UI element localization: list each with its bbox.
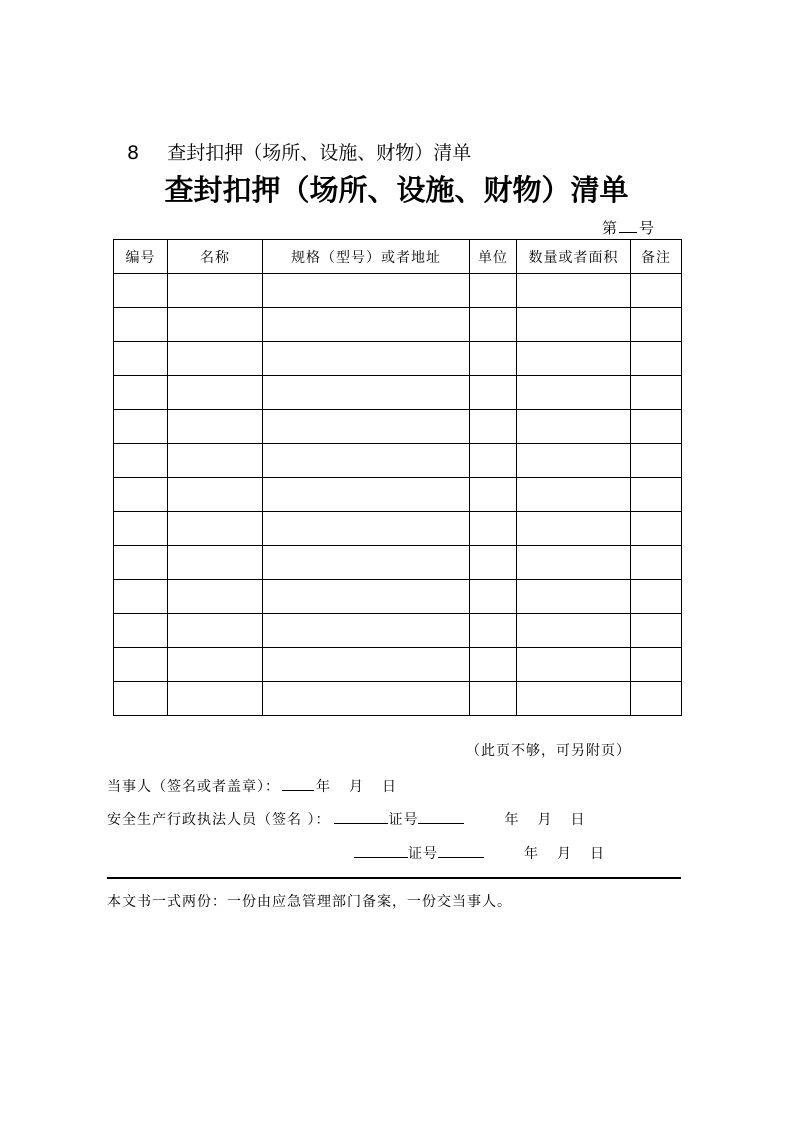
cell-unit[interactable] — [470, 648, 517, 682]
cell-unit[interactable] — [470, 580, 517, 614]
party-year: 年 — [316, 779, 331, 795]
table-row — [114, 308, 682, 342]
cell-spec[interactable] — [263, 546, 470, 580]
cell-number[interactable] — [114, 682, 168, 716]
officer2-signature-blank[interactable] — [354, 843, 408, 858]
party-month: 月 — [349, 779, 364, 795]
cell-unit[interactable] — [470, 682, 517, 716]
col-header-remark: 备注 — [631, 240, 682, 274]
officer-day: 日 — [570, 812, 586, 828]
cell-unit[interactable] — [470, 308, 517, 342]
footer-note: 本文书一式两份：一份由应急管理部门备案，一份交当事人。 — [107, 894, 512, 910]
cell-quantity[interactable] — [517, 444, 631, 478]
officer2-month: 月 — [557, 846, 572, 862]
officer-signature-line — [107, 809, 585, 829]
table-row — [114, 580, 682, 614]
cell-number[interactable] — [114, 478, 168, 512]
cell-spec[interactable] — [263, 444, 470, 478]
col-header-name: 名称 — [168, 240, 263, 274]
cell-number[interactable] — [114, 580, 168, 614]
table-row — [114, 614, 682, 648]
table-header-row — [114, 240, 682, 274]
cell-remark[interactable] — [631, 546, 682, 580]
cell-unit[interactable] — [470, 376, 517, 410]
table-row — [114, 546, 682, 580]
cell-spec[interactable] — [263, 478, 470, 512]
cell-name[interactable] — [168, 342, 263, 376]
cell-number[interactable] — [114, 546, 168, 580]
cell-spec[interactable] — [263, 512, 470, 546]
officer2-signature-line — [354, 843, 605, 863]
table-row — [114, 274, 682, 308]
cell-unit[interactable] — [470, 444, 517, 478]
cell-spec[interactable] — [263, 410, 470, 444]
cell-name[interactable] — [168, 580, 263, 614]
cell-number[interactable] — [114, 648, 168, 682]
cell-spec[interactable] — [263, 580, 470, 614]
cell-number[interactable] — [114, 342, 168, 376]
cell-unit[interactable] — [470, 614, 517, 648]
party-signature-line — [107, 776, 397, 796]
cell-number[interactable] — [114, 308, 168, 342]
doc-no-blank[interactable] — [619, 220, 637, 233]
document-title: 查封扣押（场所、设施、财物）清单 — [164, 173, 629, 207]
cell-quantity[interactable] — [517, 614, 631, 648]
officer-year: 年 — [504, 812, 520, 828]
cell-remark[interactable] — [631, 410, 682, 444]
officer-month: 月 — [537, 812, 553, 828]
cell-name[interactable] — [168, 512, 263, 546]
cell-name[interactable] — [168, 444, 263, 478]
table-row — [114, 444, 682, 478]
cell-spec[interactable] — [263, 342, 470, 376]
document-number — [602, 217, 654, 238]
cell-number[interactable] — [114, 614, 168, 648]
col-header-number: 编号 — [114, 240, 168, 274]
cell-name[interactable] — [168, 308, 263, 342]
col-header-spec: 规格（型号）或者地址 — [263, 240, 470, 274]
cell-quantity[interactable] — [517, 478, 631, 512]
officer-cert-label: 证号 — [388, 812, 419, 828]
cell-name[interactable] — [168, 648, 263, 682]
col-header-quantity: 数量或者面积 — [517, 240, 631, 274]
cell-remark[interactable] — [631, 512, 682, 546]
table-row — [114, 376, 682, 410]
table-row — [114, 682, 682, 716]
cell-number[interactable] — [114, 274, 168, 308]
cell-spec[interactable] — [263, 376, 470, 410]
cell-name[interactable] — [168, 410, 263, 444]
cell-unit[interactable] — [470, 274, 517, 308]
cell-number[interactable] — [114, 444, 168, 478]
table-row — [114, 478, 682, 512]
cell-spec[interactable] — [263, 308, 470, 342]
cell-remark[interactable] — [631, 274, 682, 308]
section-number: 8 — [127, 142, 140, 164]
table-row — [114, 648, 682, 682]
officer-label: 安全生产行政执法人员（签名 ）： — [107, 812, 331, 828]
cell-unit[interactable] — [470, 546, 517, 580]
cell-remark[interactable] — [631, 682, 682, 716]
officer2-cert-label: 证号 — [408, 846, 438, 862]
section-heading — [127, 138, 471, 165]
cell-quantity[interactable] — [517, 512, 631, 546]
cell-remark[interactable] — [631, 580, 682, 614]
officer-cert-blank[interactable] — [418, 809, 464, 824]
cell-unit[interactable] — [470, 478, 517, 512]
cell-quantity[interactable] — [517, 376, 631, 410]
col-header-unit: 单位 — [470, 240, 517, 274]
cell-quantity[interactable] — [517, 580, 631, 614]
cell-name[interactable] — [168, 478, 263, 512]
cell-name[interactable] — [168, 376, 263, 410]
cell-quantity[interactable] — [517, 410, 631, 444]
doc-no-suffix: 号 — [639, 219, 655, 237]
cell-remark[interactable] — [631, 444, 682, 478]
cell-number[interactable] — [114, 410, 168, 444]
cell-remark[interactable] — [631, 342, 682, 376]
cell-spec[interactable] — [263, 614, 470, 648]
table-row — [114, 410, 682, 444]
cell-quantity[interactable] — [517, 274, 631, 308]
seizure-list-table — [113, 239, 682, 716]
cell-remark[interactable] — [631, 376, 682, 410]
officer2-day: 日 — [590, 846, 605, 862]
officer2-year: 年 — [524, 846, 539, 862]
cell-quantity[interactable] — [517, 682, 631, 716]
cell-unit[interactable] — [470, 410, 517, 444]
cell-spec[interactable] — [263, 274, 470, 308]
cell-remark[interactable] — [631, 614, 682, 648]
page-note: （此页不够，可另附页） — [466, 743, 631, 759]
officer2-cert-blank[interactable] — [438, 843, 484, 858]
cell-unit[interactable] — [470, 342, 517, 376]
table-row — [114, 512, 682, 546]
party-day: 日 — [382, 779, 397, 795]
cell-remark[interactable] — [631, 648, 682, 682]
cell-quantity[interactable] — [517, 342, 631, 376]
footer-divider — [107, 877, 681, 879]
cell-name[interactable] — [168, 274, 263, 308]
cell-name[interactable] — [168, 614, 263, 648]
cell-quantity[interactable] — [517, 648, 631, 682]
cell-quantity[interactable] — [517, 546, 631, 580]
section-heading-text: 查封扣押（场所、设施、财物）清单 — [167, 142, 472, 164]
doc-no-prefix: 第 — [602, 219, 618, 237]
cell-number[interactable] — [114, 512, 168, 546]
cell-spec[interactable] — [263, 648, 470, 682]
cell-name[interactable] — [168, 682, 263, 716]
cell-quantity[interactable] — [517, 308, 631, 342]
officer-signature-blank[interactable] — [334, 809, 388, 824]
cell-name[interactable] — [168, 546, 263, 580]
cell-unit[interactable] — [470, 512, 517, 546]
cell-remark[interactable] — [631, 478, 682, 512]
party-label: 当事人（签名或者盖章）： — [107, 779, 280, 795]
party-signature-blank[interactable] — [282, 776, 314, 791]
cell-number[interactable] — [114, 376, 168, 410]
cell-remark[interactable] — [631, 308, 682, 342]
cell-spec[interactable] — [263, 682, 470, 716]
table-row — [114, 342, 682, 376]
